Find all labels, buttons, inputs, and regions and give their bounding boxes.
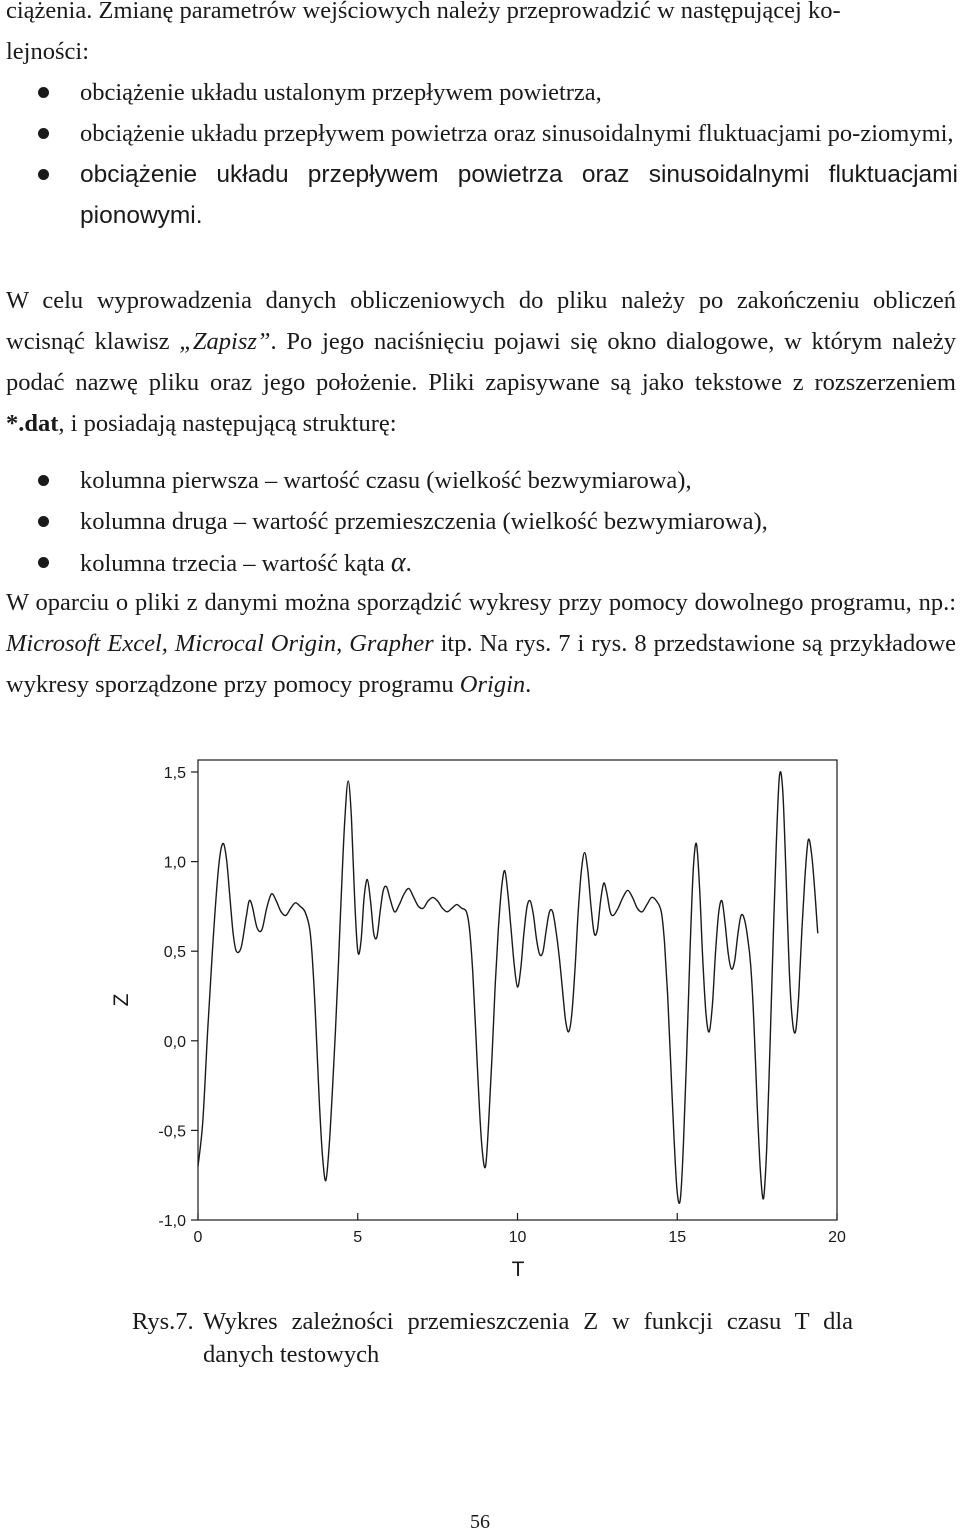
programs-paragraph: W oparciu o pliki z danymi można sporządzić wykresy przy pomocy dowolnego programu, np.: Microsoft Excel, Microcal Origin, Grapher itp. Na rys. 7 i rys. 8 przedstawione są przykładowe wykresy sporządzone przy pomocy programu Origin. (6, 589, 957, 698)
save-key-name: „Zapisz” (179, 328, 271, 355)
x-axis-label: T (511, 1258, 525, 1281)
list-item: obciążenie układu przepływem powietrza oraz sinusoidalnymi fluktuacjami pionowymi. (0, 154, 960, 236)
bullet-icon (38, 169, 49, 180)
y-tick-label: -1,0 (158, 1213, 186, 1230)
x-tick-label: 10 (508, 1229, 527, 1246)
figure-caption-text: Wykres zależności przemieszczenia Z w funkcji czasu T dla danych testowych (203, 1308, 853, 1368)
bullet-icon (38, 87, 49, 98)
file-extension: *.dat (6, 410, 59, 437)
y-tick-label: 0,0 (163, 1033, 186, 1051)
x-tick-label: 0 (193, 1229, 203, 1246)
program-names: Microsoft Excel, Microcal Origin, Grapher (6, 630, 434, 657)
list-item: kolumna pierwsza – wartość czasu (wielkość bezwymiarowa), (0, 460, 960, 501)
y-tick-label: -0,5 (158, 1123, 186, 1141)
list-item: obciążenie układu ustalonym przepływem powietrza, (0, 72, 960, 113)
y-tick-label: 1,5 (163, 765, 186, 782)
plot-frame (198, 760, 837, 1220)
page-number: 56 (470, 1511, 490, 1533)
bullet-icon (38, 516, 49, 527)
intro-line-2: lejności: (6, 38, 90, 65)
intro-line-1: ciążenia. Zmianę parametrów wejściowych należy przeprowadzić w następującej ko- (6, 0, 841, 24)
chart-series (198, 772, 818, 1204)
y-tick-label: 0,5 (163, 944, 186, 962)
bullet-icon (38, 475, 49, 486)
y-axis-label: Z (110, 993, 133, 1007)
chart-ticks (158, 765, 846, 1246)
x-tick-label: 20 (828, 1229, 846, 1246)
alpha-symbol: α (390, 547, 406, 578)
structure-list (0, 460, 960, 584)
list-item: kolumna trzecia – wartość kąta α. (0, 542, 960, 584)
series-line (198, 772, 818, 1204)
displacement-chart (0, 740, 960, 1300)
intro-paragraph (6, 0, 956, 72)
figure-label: Rys.7. (132, 1308, 194, 1335)
list-item: kolumna druga – wartość przemieszczenia (wielkość bezwymiarowa), (0, 501, 960, 542)
sequence-list (0, 72, 960, 236)
list-item: obciążenie układu przepływem powietrza oraz sinusoidalnymi fluktuacjami po-ziomymi, (0, 113, 960, 154)
x-tick-label: 15 (668, 1229, 687, 1246)
chart-axes (198, 760, 837, 1220)
bullet-icon (38, 557, 49, 568)
bullet-icon (38, 128, 49, 139)
y-tick-label: 1,0 (163, 854, 186, 872)
save-paragraph: W celu wyprowadzenia danych obliczeniowych do pliku należy po zakończeniu obliczeń wcisnąć klawisz „Zapisz”. Po jego naciśnięciu pojawi się okno dialogowe, w którym należy podać nazwę pliku oraz jego położenie. Pliki zapisywane są jako tekstowe z rozszerzeniem *.dat, i posiadają następującą strukturę: (6, 287, 957, 437)
x-tick-label: 5 (353, 1229, 363, 1246)
program-name-origin: Origin (459, 671, 526, 698)
